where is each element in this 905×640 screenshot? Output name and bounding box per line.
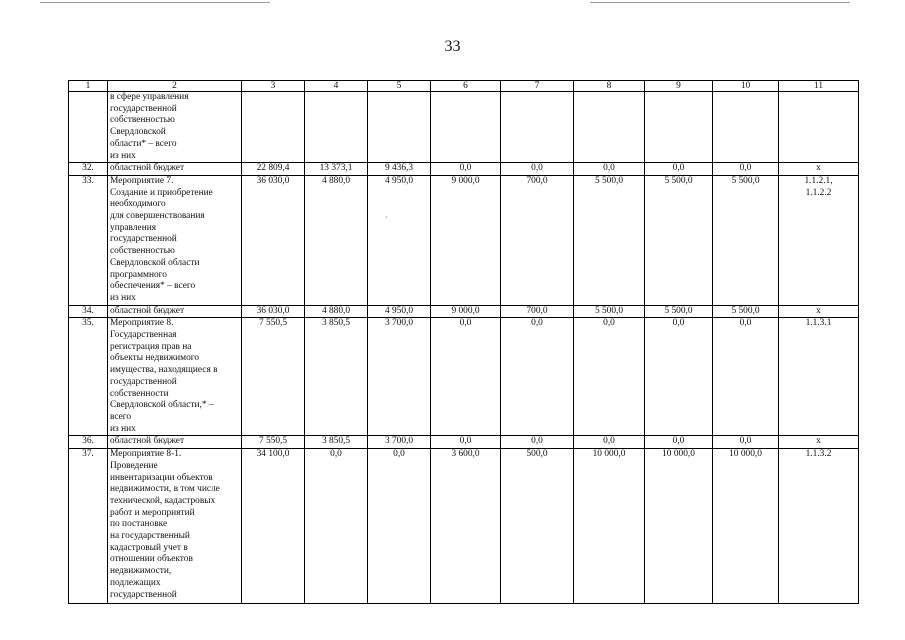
cell-target-code: х	[779, 305, 859, 318]
table-row	[69, 92, 859, 163]
cell-value: 700,0	[501, 305, 574, 318]
column-number: 4	[305, 81, 368, 92]
cell-value: 4 880,0	[305, 175, 368, 305]
cell-target-code: х	[779, 163, 859, 176]
row-name: областной бюджет	[108, 163, 242, 176]
row-name: Мероприятие 8-1. Проведение инвентаризации объектов недвижимости, в том числе технической, кадастровых работ и мероприятий по постановке на государственный кадастровый учет в отношении объектов недвижимости, подлежащих государственной	[108, 449, 242, 604]
column-number: 7	[501, 81, 574, 92]
cell-value: 10 000,0	[713, 449, 779, 604]
cell-value: 5 500,0	[645, 305, 713, 318]
cell-value	[305, 92, 368, 163]
cell-value: 0,0	[645, 318, 713, 436]
cell-value: 0,0	[431, 436, 501, 449]
cell-value: 0,0	[645, 436, 713, 449]
table-row	[69, 163, 859, 176]
cell-value: 0,0	[645, 163, 713, 176]
cell-value: 0,0	[501, 318, 574, 436]
cell-value: 0,0	[501, 436, 574, 449]
column-number: 9	[645, 81, 713, 92]
cell-value: 0,0	[305, 449, 368, 604]
cell-value: 5 500,0	[645, 175, 713, 305]
cell-value: 0,0	[574, 318, 645, 436]
cell-value	[368, 92, 431, 163]
cell-value: 3 850,5	[305, 318, 368, 436]
scan-edge-line	[40, 2, 270, 3]
cell-value	[431, 92, 501, 163]
row-name: областной бюджет	[108, 436, 242, 449]
row-name: в сфере управления государственной собственностью Свердловской области* – всего из них	[108, 92, 242, 163]
cell-value: 5 500,0	[574, 175, 645, 305]
cell-total: 7 550,5	[242, 436, 305, 449]
row-number: 33.	[69, 175, 108, 305]
cell-value: 3 850,5	[305, 436, 368, 449]
column-number-row	[69, 81, 859, 92]
cell-value: 0,0	[431, 163, 501, 176]
cell-value: 0,0	[368, 449, 431, 604]
table-row	[69, 449, 859, 604]
cell-value: 4 950,0	[368, 305, 431, 318]
column-number: 2	[108, 81, 242, 92]
budget-table	[68, 80, 859, 604]
scan-edge-line	[590, 2, 850, 3]
cell-value: 10 000,0	[645, 449, 713, 604]
table-row	[69, 318, 859, 436]
cell-value: 3 600,0	[431, 449, 501, 604]
cell-value: 0,0	[713, 318, 779, 436]
cell-value: 4 880,0	[305, 305, 368, 318]
cell-value: 10 000,0	[574, 449, 645, 604]
column-number: 11	[779, 81, 859, 92]
row-name: Мероприятие 7. Создание и приобретение необходимого для совершенствования управления государственной собственностью Свердловской области программного обеспечения* – всего из них	[108, 175, 242, 305]
cell-value: 5 500,0	[713, 305, 779, 318]
cell-value: 13 373,1	[305, 163, 368, 176]
scan-speck: ·	[385, 213, 388, 222]
cell-value	[713, 92, 779, 163]
row-number: 37.	[69, 449, 108, 604]
table-row	[69, 175, 859, 305]
row-number: 35.	[69, 318, 108, 436]
cell-target-code: х	[779, 436, 859, 449]
cell-value	[574, 92, 645, 163]
cell-total: 22 809,4	[242, 163, 305, 176]
cell-value	[645, 92, 713, 163]
cell-value: 0,0	[713, 163, 779, 176]
cell-total: 36 030,0	[242, 175, 305, 305]
row-number	[69, 92, 108, 163]
cell-value: 700,0	[501, 175, 574, 305]
cell-value: 0,0	[431, 318, 501, 436]
page-number: 33	[444, 38, 461, 55]
cell-target-code: 1.1.3.2	[779, 449, 859, 604]
cell-value: 9 000,0	[431, 175, 501, 305]
row-number: 34.	[69, 305, 108, 318]
row-number: 36.	[69, 436, 108, 449]
cell-value: 0,0	[574, 163, 645, 176]
cell-value: 500,0	[501, 449, 574, 604]
cell-total: 7 550,5	[242, 318, 305, 436]
column-number: 3	[242, 81, 305, 92]
cell-total	[242, 92, 305, 163]
cell-total: 36 030,0	[242, 305, 305, 318]
cell-value	[501, 92, 574, 163]
cell-target-code	[779, 92, 859, 163]
cell-value: 9 436,3	[368, 163, 431, 176]
column-number: 6	[431, 81, 501, 92]
cell-total: 34 100,0	[242, 449, 305, 604]
cell-value: 4 950,0	[368, 175, 431, 305]
cell-value: 3 700,0	[368, 436, 431, 449]
table-row	[69, 305, 859, 318]
column-number: 10	[713, 81, 779, 92]
row-name: Мероприятие 8. Государственная регистрация прав на объекты недвижимого имущества, находящиеся в государственной собственности Свердловской области,* – всего из них	[108, 318, 242, 436]
cell-value: 5 500,0	[713, 175, 779, 305]
column-number: 1	[69, 81, 108, 92]
cell-target-code: 1.1.2.1, 1.1.2.2	[779, 175, 859, 305]
row-name: областной бюджет	[108, 305, 242, 318]
cell-target-code: 1.1.3.1	[779, 318, 859, 436]
table-row	[69, 436, 859, 449]
cell-value: 9 000,0	[431, 305, 501, 318]
column-number: 5	[368, 81, 431, 92]
cell-value: 0,0	[501, 163, 574, 176]
column-number: 8	[574, 81, 645, 92]
cell-value: 5 500,0	[574, 305, 645, 318]
cell-value: 0,0	[713, 436, 779, 449]
cell-value: 3 700,0	[368, 318, 431, 436]
cell-value: 0,0	[574, 436, 645, 449]
row-number: 32.	[69, 163, 108, 176]
